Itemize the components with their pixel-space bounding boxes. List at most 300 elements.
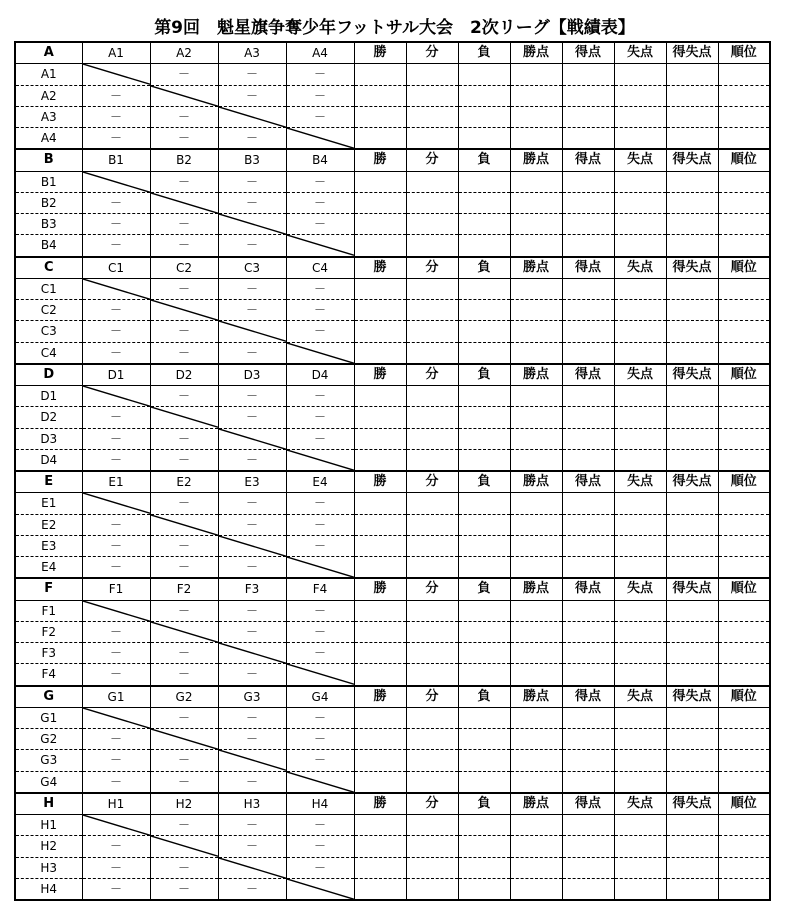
stat-cell[interactable] — [510, 192, 562, 213]
match-result-cell[interactable]: － — [218, 557, 286, 579]
stat-cell[interactable] — [510, 664, 562, 686]
stat-cell[interactable] — [354, 214, 406, 235]
stat-cell[interactable] — [666, 535, 718, 556]
stat-cell[interactable] — [666, 878, 718, 900]
stat-cell[interactable] — [510, 643, 562, 664]
stat-cell[interactable] — [510, 493, 562, 514]
match-result-cell[interactable]: － — [82, 235, 150, 257]
match-result-cell[interactable]: － — [150, 64, 218, 85]
stat-cell[interactable] — [510, 729, 562, 750]
stat-cell[interactable] — [458, 707, 510, 728]
match-result-cell[interactable]: － — [286, 643, 354, 664]
stat-cell[interactable] — [458, 171, 510, 192]
stat-cell[interactable] — [510, 300, 562, 321]
stat-cell[interactable] — [666, 449, 718, 471]
stat-cell[interactable] — [458, 321, 510, 342]
stat-cell[interactable] — [666, 857, 718, 878]
match-result-cell[interactable]: － — [286, 407, 354, 428]
stat-cell[interactable] — [510, 386, 562, 407]
match-result-cell[interactable]: － — [218, 300, 286, 321]
stat-cell[interactable] — [354, 729, 406, 750]
match-result-cell[interactable]: － — [218, 64, 286, 85]
match-result-cell[interactable]: － — [82, 664, 150, 686]
match-result-cell[interactable]: － — [218, 729, 286, 750]
stat-cell[interactable] — [718, 600, 770, 621]
stat-cell[interactable] — [666, 128, 718, 150]
stat-cell[interactable] — [562, 878, 614, 900]
stat-cell[interactable] — [458, 386, 510, 407]
stat-cell[interactable] — [666, 342, 718, 364]
stat-cell[interactable] — [718, 407, 770, 428]
stat-cell[interactable] — [354, 836, 406, 857]
match-result-cell[interactable]: － — [218, 278, 286, 299]
stat-cell[interactable] — [718, 664, 770, 686]
stat-cell[interactable] — [354, 750, 406, 771]
stat-cell[interactable] — [510, 85, 562, 106]
match-result-cell[interactable]: － — [218, 386, 286, 407]
match-result-cell[interactable]: － — [82, 729, 150, 750]
stat-cell[interactable] — [614, 106, 666, 127]
stat-cell[interactable] — [562, 664, 614, 686]
match-result-cell[interactable]: － — [286, 729, 354, 750]
stat-cell[interactable] — [614, 192, 666, 213]
stat-cell[interactable] — [458, 85, 510, 106]
stat-cell[interactable] — [510, 64, 562, 85]
match-result-cell[interactable]: － — [150, 643, 218, 664]
stat-cell[interactable] — [614, 493, 666, 514]
stat-cell[interactable] — [510, 235, 562, 257]
match-result-cell[interactable]: － — [286, 857, 354, 878]
stat-cell[interactable] — [666, 771, 718, 793]
stat-cell[interactable] — [458, 106, 510, 127]
stat-cell[interactable] — [406, 407, 458, 428]
stat-cell[interactable] — [406, 428, 458, 449]
stat-cell[interactable] — [666, 750, 718, 771]
stat-cell[interactable] — [510, 707, 562, 728]
match-result-cell[interactable]: － — [150, 106, 218, 127]
stat-cell[interactable] — [614, 235, 666, 257]
stat-cell[interactable] — [718, 878, 770, 900]
stat-cell[interactable] — [510, 878, 562, 900]
stat-cell[interactable] — [458, 600, 510, 621]
stat-cell[interactable] — [614, 342, 666, 364]
stat-cell[interactable] — [510, 128, 562, 150]
stat-cell[interactable] — [614, 85, 666, 106]
stat-cell[interactable] — [614, 621, 666, 642]
match-result-cell[interactable]: － — [286, 621, 354, 642]
match-result-cell[interactable]: － — [286, 707, 354, 728]
stat-cell[interactable] — [510, 342, 562, 364]
stat-cell[interactable] — [458, 493, 510, 514]
match-result-cell[interactable]: － — [286, 321, 354, 342]
stat-cell[interactable] — [458, 729, 510, 750]
stat-cell[interactable] — [614, 836, 666, 857]
stat-cell[interactable] — [562, 815, 614, 836]
stat-cell[interactable] — [718, 815, 770, 836]
stat-cell[interactable] — [354, 643, 406, 664]
stat-cell[interactable] — [510, 836, 562, 857]
stat-cell[interactable] — [614, 750, 666, 771]
stat-cell[interactable] — [666, 85, 718, 106]
stat-cell[interactable] — [718, 729, 770, 750]
stat-cell[interactable] — [562, 621, 614, 642]
stat-cell[interactable] — [718, 235, 770, 257]
stat-cell[interactable] — [510, 514, 562, 535]
match-result-cell[interactable]: － — [82, 621, 150, 642]
stat-cell[interactable] — [562, 321, 614, 342]
stat-cell[interactable] — [718, 321, 770, 342]
stat-cell[interactable] — [406, 836, 458, 857]
match-result-cell[interactable]: － — [150, 493, 218, 514]
stat-cell[interactable] — [614, 171, 666, 192]
match-result-cell[interactable]: － — [82, 85, 150, 106]
stat-cell[interactable] — [718, 449, 770, 471]
stat-cell[interactable] — [458, 535, 510, 556]
stat-cell[interactable] — [510, 857, 562, 878]
stat-cell[interactable] — [406, 600, 458, 621]
stat-cell[interactable] — [406, 300, 458, 321]
stat-cell[interactable] — [666, 300, 718, 321]
match-result-cell[interactable]: － — [82, 321, 150, 342]
stat-cell[interactable] — [718, 300, 770, 321]
stat-cell[interactable] — [718, 106, 770, 127]
stat-cell[interactable] — [510, 321, 562, 342]
stat-cell[interactable] — [458, 514, 510, 535]
stat-cell[interactable] — [718, 192, 770, 213]
stat-cell[interactable] — [666, 514, 718, 535]
match-result-cell[interactable]: － — [150, 342, 218, 364]
stat-cell[interactable] — [354, 342, 406, 364]
stat-cell[interactable] — [354, 857, 406, 878]
match-result-cell[interactable]: － — [150, 750, 218, 771]
stat-cell[interactable] — [562, 514, 614, 535]
stat-cell[interactable] — [458, 750, 510, 771]
stat-cell[interactable] — [354, 321, 406, 342]
match-result-cell[interactable]: － — [286, 106, 354, 127]
stat-cell[interactable] — [614, 278, 666, 299]
stat-cell[interactable] — [614, 729, 666, 750]
stat-cell[interactable] — [354, 707, 406, 728]
match-result-cell[interactable]: － — [82, 128, 150, 150]
match-result-cell[interactable]: － — [286, 815, 354, 836]
match-result-cell[interactable]: － — [218, 600, 286, 621]
stat-cell[interactable] — [406, 535, 458, 556]
stat-cell[interactable] — [354, 815, 406, 836]
stat-cell[interactable] — [562, 214, 614, 235]
stat-cell[interactable] — [510, 621, 562, 642]
stat-cell[interactable] — [666, 493, 718, 514]
match-result-cell[interactable]: － — [286, 750, 354, 771]
match-result-cell[interactable]: － — [150, 386, 218, 407]
stat-cell[interactable] — [718, 771, 770, 793]
match-result-cell[interactable]: － — [82, 857, 150, 878]
stat-cell[interactable] — [614, 600, 666, 621]
stat-cell[interactable] — [614, 643, 666, 664]
stat-cell[interactable] — [510, 214, 562, 235]
match-result-cell[interactable]: － — [82, 192, 150, 213]
stat-cell[interactable] — [562, 128, 614, 150]
match-result-cell[interactable]: － — [218, 192, 286, 213]
stat-cell[interactable] — [510, 278, 562, 299]
stat-cell[interactable] — [510, 750, 562, 771]
stat-cell[interactable] — [718, 128, 770, 150]
stat-cell[interactable] — [406, 192, 458, 213]
stat-cell[interactable] — [354, 878, 406, 900]
stat-cell[interactable] — [406, 771, 458, 793]
stat-cell[interactable] — [510, 106, 562, 127]
stat-cell[interactable] — [354, 300, 406, 321]
match-result-cell[interactable]: － — [218, 815, 286, 836]
match-result-cell[interactable]: － — [150, 171, 218, 192]
stat-cell[interactable] — [614, 321, 666, 342]
stat-cell[interactable] — [354, 106, 406, 127]
match-result-cell[interactable]: － — [218, 342, 286, 364]
stat-cell[interactable] — [718, 386, 770, 407]
stat-cell[interactable] — [510, 407, 562, 428]
stat-cell[interactable] — [510, 815, 562, 836]
stat-cell[interactable] — [614, 707, 666, 728]
stat-cell[interactable] — [562, 750, 614, 771]
stat-cell[interactable] — [666, 321, 718, 342]
match-result-cell[interactable]: － — [150, 128, 218, 150]
stat-cell[interactable] — [562, 278, 614, 299]
stat-cell[interactable] — [562, 64, 614, 85]
match-result-cell[interactable]: － — [150, 535, 218, 556]
stat-cell[interactable] — [354, 85, 406, 106]
stat-cell[interactable] — [354, 449, 406, 471]
match-result-cell[interactable]: － — [150, 449, 218, 471]
match-result-cell[interactable]: － — [286, 278, 354, 299]
stat-cell[interactable] — [458, 643, 510, 664]
stat-cell[interactable] — [666, 235, 718, 257]
stat-cell[interactable] — [718, 428, 770, 449]
match-result-cell[interactable]: － — [218, 836, 286, 857]
stat-cell[interactable] — [458, 557, 510, 579]
match-result-cell[interactable]: － — [218, 235, 286, 257]
match-result-cell[interactable]: － — [82, 750, 150, 771]
stat-cell[interactable] — [510, 600, 562, 621]
stat-cell[interactable] — [666, 214, 718, 235]
match-result-cell[interactable]: － — [218, 128, 286, 150]
stat-cell[interactable] — [406, 214, 458, 235]
stat-cell[interactable] — [406, 707, 458, 728]
stat-cell[interactable] — [614, 428, 666, 449]
stat-cell[interactable] — [718, 621, 770, 642]
match-result-cell[interactable]: － — [218, 664, 286, 686]
match-result-cell[interactable]: － — [218, 407, 286, 428]
stat-cell[interactable] — [666, 386, 718, 407]
stat-cell[interactable] — [406, 128, 458, 150]
stat-cell[interactable] — [406, 85, 458, 106]
stat-cell[interactable] — [562, 85, 614, 106]
match-result-cell[interactable]: － — [150, 878, 218, 900]
match-result-cell[interactable]: － — [82, 514, 150, 535]
stat-cell[interactable] — [562, 600, 614, 621]
stat-cell[interactable] — [406, 750, 458, 771]
stat-cell[interactable] — [562, 192, 614, 213]
stat-cell[interactable] — [458, 857, 510, 878]
stat-cell[interactable] — [666, 192, 718, 213]
stat-cell[interactable] — [354, 407, 406, 428]
stat-cell[interactable] — [458, 300, 510, 321]
stat-cell[interactable] — [354, 493, 406, 514]
stat-cell[interactable] — [614, 771, 666, 793]
match-result-cell[interactable]: － — [286, 64, 354, 85]
stat-cell[interactable] — [562, 707, 614, 728]
stat-cell[interactable] — [458, 449, 510, 471]
stat-cell[interactable] — [354, 600, 406, 621]
stat-cell[interactable] — [458, 836, 510, 857]
stat-cell[interactable] — [562, 771, 614, 793]
stat-cell[interactable] — [666, 557, 718, 579]
stat-cell[interactable] — [458, 621, 510, 642]
match-result-cell[interactable]: － — [286, 300, 354, 321]
stat-cell[interactable] — [718, 171, 770, 192]
stat-cell[interactable] — [562, 729, 614, 750]
stat-cell[interactable] — [458, 128, 510, 150]
match-result-cell[interactable]: － — [218, 707, 286, 728]
stat-cell[interactable] — [406, 235, 458, 257]
stat-cell[interactable] — [458, 235, 510, 257]
stat-cell[interactable] — [354, 235, 406, 257]
stat-cell[interactable] — [666, 643, 718, 664]
match-result-cell[interactable]: － — [286, 836, 354, 857]
match-result-cell[interactable]: － — [150, 557, 218, 579]
stat-cell[interactable] — [666, 836, 718, 857]
stat-cell[interactable] — [406, 106, 458, 127]
match-result-cell[interactable]: － — [286, 428, 354, 449]
stat-cell[interactable] — [354, 128, 406, 150]
stat-cell[interactable] — [406, 64, 458, 85]
stat-cell[interactable] — [354, 621, 406, 642]
stat-cell[interactable] — [510, 171, 562, 192]
stat-cell[interactable] — [406, 278, 458, 299]
stat-cell[interactable] — [458, 771, 510, 793]
stat-cell[interactable] — [354, 171, 406, 192]
stat-cell[interactable] — [614, 535, 666, 556]
stat-cell[interactable] — [718, 557, 770, 579]
match-result-cell[interactable]: － — [82, 771, 150, 793]
stat-cell[interactable] — [354, 64, 406, 85]
stat-cell[interactable] — [666, 428, 718, 449]
stat-cell[interactable] — [458, 428, 510, 449]
stat-cell[interactable] — [718, 342, 770, 364]
match-result-cell[interactable]: － — [150, 707, 218, 728]
stat-cell[interactable] — [406, 321, 458, 342]
stat-cell[interactable] — [354, 557, 406, 579]
stat-cell[interactable] — [666, 171, 718, 192]
stat-cell[interactable] — [562, 449, 614, 471]
match-result-cell[interactable]: － — [82, 449, 150, 471]
match-result-cell[interactable]: － — [82, 836, 150, 857]
match-result-cell[interactable]: － — [150, 815, 218, 836]
match-result-cell[interactable]: － — [218, 621, 286, 642]
stat-cell[interactable] — [510, 535, 562, 556]
stat-cell[interactable] — [562, 557, 614, 579]
match-result-cell[interactable]: － — [150, 600, 218, 621]
stat-cell[interactable] — [354, 192, 406, 213]
stat-cell[interactable] — [406, 557, 458, 579]
match-result-cell[interactable]: － — [218, 171, 286, 192]
match-result-cell[interactable]: － — [150, 428, 218, 449]
match-result-cell[interactable]: － — [150, 214, 218, 235]
stat-cell[interactable] — [458, 878, 510, 900]
stat-cell[interactable] — [718, 707, 770, 728]
stat-cell[interactable] — [562, 493, 614, 514]
stat-cell[interactable] — [354, 428, 406, 449]
stat-cell[interactable] — [614, 300, 666, 321]
stat-cell[interactable] — [666, 106, 718, 127]
stat-cell[interactable] — [666, 729, 718, 750]
stat-cell[interactable] — [666, 64, 718, 85]
match-result-cell[interactable]: － — [82, 106, 150, 127]
stat-cell[interactable] — [666, 664, 718, 686]
stat-cell[interactable] — [718, 857, 770, 878]
match-result-cell[interactable]: － — [218, 514, 286, 535]
stat-cell[interactable] — [354, 514, 406, 535]
stat-cell[interactable] — [354, 278, 406, 299]
match-result-cell[interactable]: － — [286, 386, 354, 407]
stat-cell[interactable] — [406, 815, 458, 836]
stat-cell[interactable] — [458, 192, 510, 213]
stat-cell[interactable] — [406, 493, 458, 514]
stat-cell[interactable] — [458, 815, 510, 836]
match-result-cell[interactable]: － — [150, 278, 218, 299]
stat-cell[interactable] — [614, 664, 666, 686]
match-result-cell[interactable]: － — [150, 771, 218, 793]
match-result-cell[interactable]: － — [286, 171, 354, 192]
stat-cell[interactable] — [562, 535, 614, 556]
stat-cell[interactable] — [718, 750, 770, 771]
match-result-cell[interactable]: － — [82, 557, 150, 579]
stat-cell[interactable] — [562, 836, 614, 857]
stat-cell[interactable] — [718, 836, 770, 857]
stat-cell[interactable] — [666, 707, 718, 728]
stat-cell[interactable] — [510, 428, 562, 449]
stat-cell[interactable] — [406, 621, 458, 642]
stat-cell[interactable] — [354, 771, 406, 793]
stat-cell[interactable] — [406, 643, 458, 664]
stat-cell[interactable] — [406, 342, 458, 364]
stat-cell[interactable] — [354, 535, 406, 556]
stat-cell[interactable] — [614, 815, 666, 836]
stat-cell[interactable] — [614, 857, 666, 878]
match-result-cell[interactable]: － — [286, 535, 354, 556]
stat-cell[interactable] — [666, 600, 718, 621]
stat-cell[interactable] — [406, 729, 458, 750]
stat-cell[interactable] — [562, 106, 614, 127]
stat-cell[interactable] — [614, 128, 666, 150]
stat-cell[interactable] — [718, 535, 770, 556]
match-result-cell[interactable]: － — [218, 493, 286, 514]
stat-cell[interactable] — [458, 64, 510, 85]
match-result-cell[interactable]: － — [286, 600, 354, 621]
stat-cell[interactable] — [666, 407, 718, 428]
match-result-cell[interactable]: － — [150, 857, 218, 878]
stat-cell[interactable] — [406, 386, 458, 407]
match-result-cell[interactable]: － — [286, 493, 354, 514]
match-result-cell[interactable]: － — [150, 235, 218, 257]
stat-cell[interactable] — [614, 214, 666, 235]
match-result-cell[interactable]: － — [82, 428, 150, 449]
match-result-cell[interactable]: － — [218, 878, 286, 900]
stat-cell[interactable] — [458, 664, 510, 686]
stat-cell[interactable] — [614, 407, 666, 428]
match-result-cell[interactable]: － — [82, 407, 150, 428]
stat-cell[interactable] — [406, 514, 458, 535]
stat-cell[interactable] — [718, 493, 770, 514]
stat-cell[interactable] — [458, 342, 510, 364]
